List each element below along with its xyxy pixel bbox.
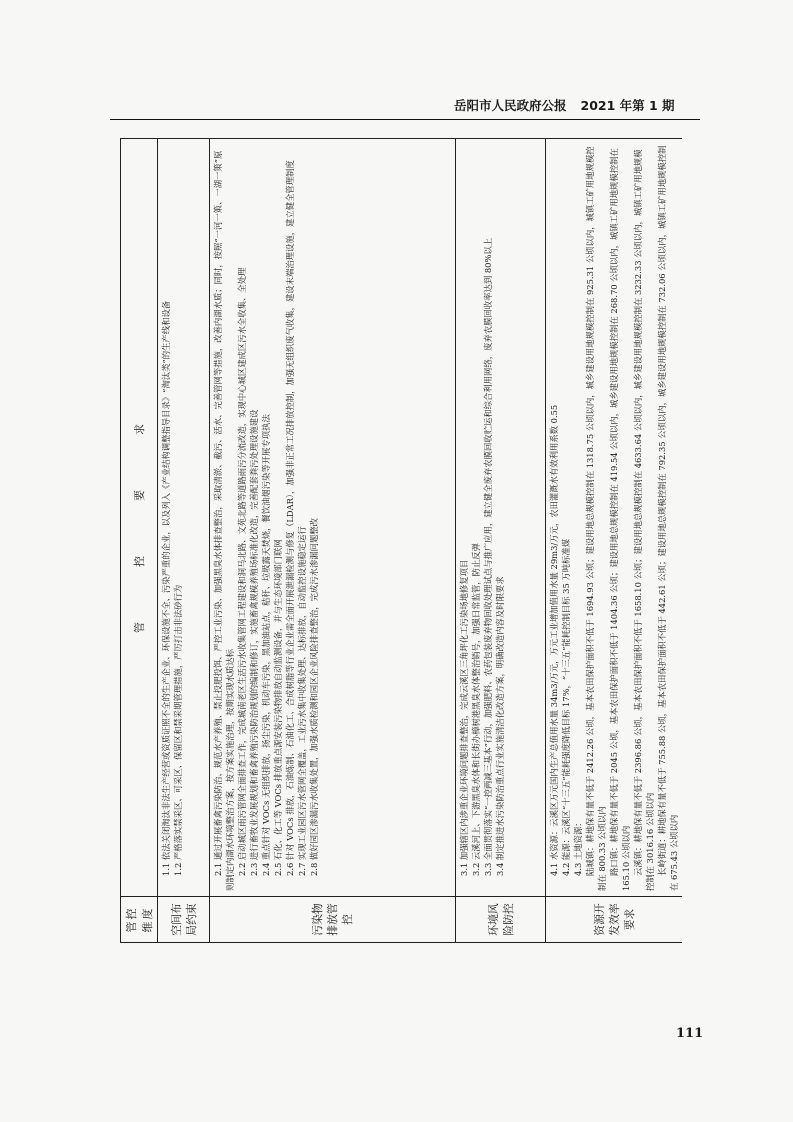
requirement-item: 1.1 依法关闭淘汰非法生产经营或资质证照不全的生产企业、环保设施不全、污染严重的企业，以及列入《产业结构调整指导目录》“淘汰类”的生产线和设备 <box>161 300 171 876</box>
requirement-item: 2.1 通过开展畜禽污染防治、规范水产养殖、禁止投肥投饵、严控工业污染、加强黑臭水体排查整治，采取清淤、截污、活水、完善管网等措施，改善内湖水质；同时，按照“一河一策、一湖一策”原则制定内湖水环境整治方案，按方案实施治理，按期实现水质达标 <box>213 150 235 891</box>
requirements-cell <box>456 139 546 897</box>
dimension-cell: 污染物排放管控 <box>210 897 456 943</box>
requirements-cell <box>210 139 456 897</box>
requirement-item: 2.3 进行畜牧业发展规划和畜禽养殖污染防治规划的编制和修订，实施畜禽规模养殖场标准化改造，完善配套粪污处理设施建设 <box>249 409 259 876</box>
requirement-item: 2.6 针对 VOCs 排放，石油炼制、石油化工、合成树脂等行业企业需全面开展泄漏检测与修复（LDAR），加强非正常工况排放控制，加强无组织废气收集，建设末端治理设施，建立健全管理制度 <box>285 160 295 876</box>
requirement-item: 2.4 重点针对 VOCs 无组织排放，扬尘污染，机动车污染，黑加油站点，秸秆、垃圾露天焚烧，餐饮油烟污染等开展专项执法 <box>261 414 271 876</box>
requirement-item: 3.3 全面贯彻落实“一控两减三基本”行动，加强肥料、农药包装废弃物回收处理试点与推广应用，建立健全废弃农膜回收贮运和综合利用网络，废弃农膜回收率达到 80%以上 <box>483 237 493 876</box>
requirement-item: 3.2 云溪河上、下游黑臭水体和长街办樟树港黑臭水体整治销号，加强日常监管，防止反弹 <box>471 543 481 876</box>
requirement-item: 2.7 实现工业园区污水管网全覆盖，工业污水集中收集处理、达标排放，自动监控设施稳定运行 <box>297 526 307 876</box>
header-rule <box>110 119 700 120</box>
page-header <box>454 96 694 114</box>
requirement-item: 长岭街道：耕地保有量不低于 755.88 公顷，基本农田保护面积不低于 442.61 公顷；建设用地总规模控制在 792.35 公顷以内，城乡建设用地规模控制在 732.06 公顷以内，城镇工矿用地规模控制在 675.43 公顷以内 <box>657 145 679 891</box>
requirement-item: 3.1 加强辖区内涉重企业环境问题排查整治，完成云溪区三角坪化工污染场地修复项目 <box>459 559 469 876</box>
requirement-item: 1.2 严格落实禁采区、可采区、保留区和禁采期管理措施，严厉打击非法砂行为 <box>173 584 183 876</box>
requirement-item: 2.5 石化、化工等 VOCs 排放重点源安装污染物排放自动监测设备，并与生态环境部门联网 <box>273 539 283 876</box>
control-requirements-table <box>120 138 682 943</box>
requirement-item: 陆城镇：耕地保有量不低于 2412.26 公顷，基本农田保护面积不低于 1694.93 公顷；建设用地总规模控制在 1318.75 公顷以内，城乡建设用地规模控制在 925.31 公顷以内，城镇工矿用地规模控制在 800.33 公顷以内 <box>585 146 607 891</box>
requirement-item: 路口镇：耕地保有量不低于 2045 公顷，基本农田保护面积不低于 1404.36 公顷；建设用地总规模控制在 419.54 公顷以内，城乡建设用地规模控制在 268.70 公顷以内，城镇工矿用地规模控制在 165.10 公顷以内 <box>609 148 631 891</box>
publication-title: 岳阳市人民政府公报 <box>454 98 567 113</box>
header-requirements: 管 控 要 求 <box>121 139 158 897</box>
page-number: 111 <box>676 1026 704 1041</box>
table-row-risk <box>456 139 546 943</box>
requirement-item: 云溪镇：耕地保有量不低于 2396.86 公顷，基本农田保护面积不低于 1658.10 公顷；建设用地总规模控制在 4633.64 公顷以内，城乡建设用地规模控制在 3232.33 公顷以内，城镇工矿用地规模控制在 3016.16 公顷以内 <box>633 149 655 891</box>
dimension-cell: 环境风险防控 <box>456 897 546 943</box>
requirements-cell <box>158 139 210 897</box>
issue-label: 2021 年第 1 期 <box>580 98 675 113</box>
requirement-item: 2.2 启动城区雨污管网全面排查工作，完成城南老区生活污水收集管网工程建设和洞马北路、文苑北路等道路雨污分流改造，实现中心城区建成区污水全收集、全处理 <box>237 267 247 876</box>
requirement-item: 4.3 土地资源： <box>573 818 583 876</box>
dimension-cell: 资源开发效率要求 <box>546 897 683 943</box>
table-header-row <box>121 139 158 943</box>
dimension-cell: 空间布局约束 <box>158 897 210 943</box>
requirement-item: 4.2 能源：云溪区“十三五”能耗强度降低目标 17%，“十三五”能耗控制目标 35 万吨标准煤 <box>561 538 571 876</box>
requirement-item: 4.1 水资源：云溪区万元国内生产总值用水量 34m3/万元，万元工业增加值用水量 29m3/万元，农田灌溉水有效利用系数 0.55 <box>549 404 559 876</box>
table-row-resource <box>546 139 683 943</box>
rotated-table-content <box>120 138 682 943</box>
rotated-table-frame <box>120 138 682 943</box>
requirements-cell <box>546 139 683 897</box>
table-row-spatial <box>158 139 210 943</box>
header-dimension: 管控维度 <box>121 897 158 943</box>
table-row-pollution <box>210 139 456 943</box>
requirement-item: 3.4 制定推进水污染防治重点行业实施清洁化改造方案，明确改造内容及时限要求 <box>495 576 505 876</box>
requirement-item: 2.8 做好园区渗漏污水收集处置，加强水质检测和园区企业风险排查整治，完成污水渗漏问题整改 <box>309 517 319 876</box>
